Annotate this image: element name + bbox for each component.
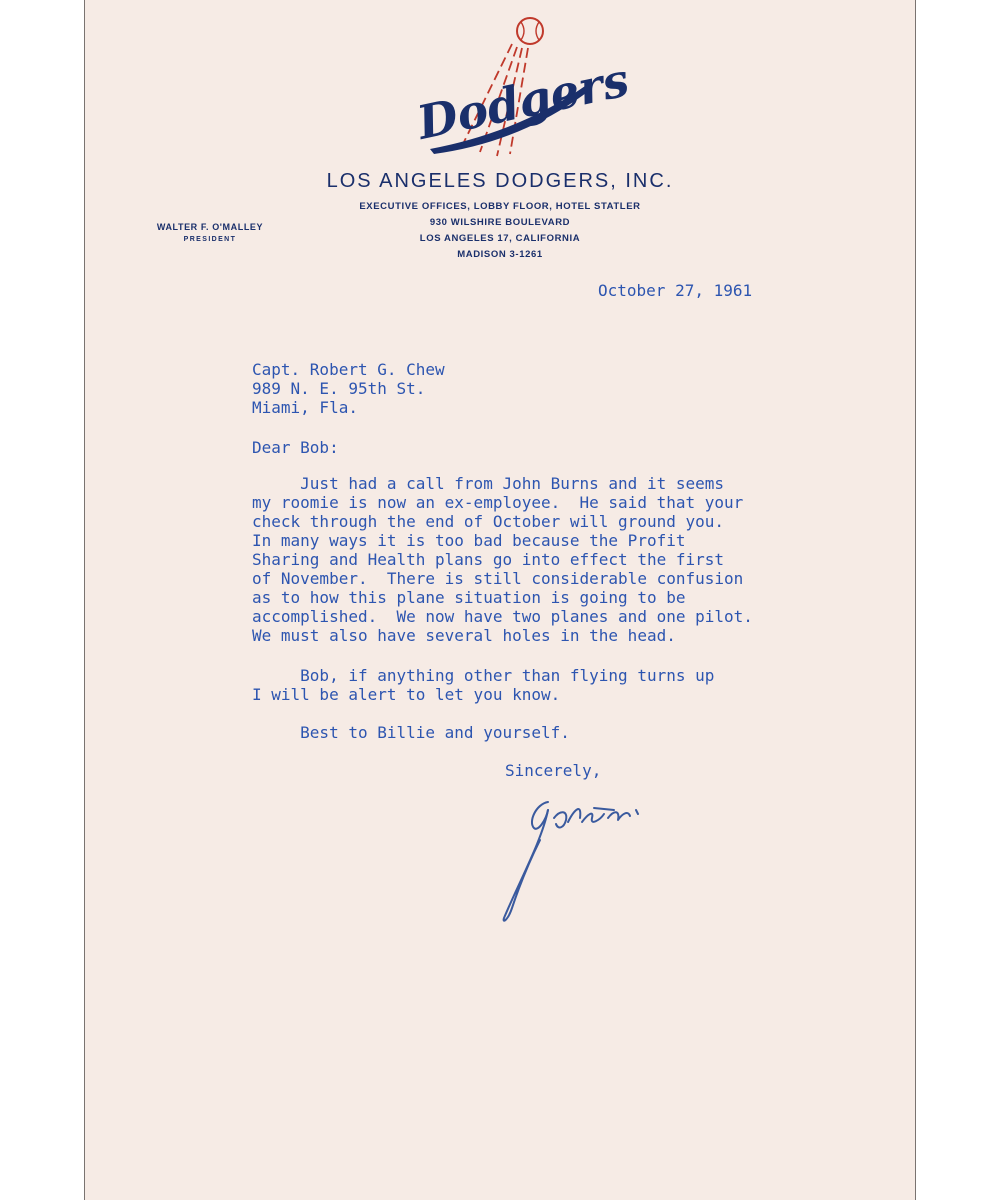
officer-block xyxy=(140,222,280,243)
address-line: EXECUTIVE OFFICES, LOBBY FLOOR, HOTEL STATLER xyxy=(359,201,641,212)
recipient-address xyxy=(252,360,445,417)
officer-title: PRESIDENT xyxy=(183,236,237,243)
recipient-line: Miami, Fla. xyxy=(252,398,358,417)
address-line: MADISON 3-1261 xyxy=(457,249,543,260)
body-paragraph-1 xyxy=(252,474,753,645)
body-line: Just had a call from John Burns and it seems xyxy=(252,474,725,493)
officer-name: WALTER F. O'MALLEY xyxy=(156,222,264,232)
body-line: check through the end of October will ground you. xyxy=(252,512,725,531)
body-paragraph-2 xyxy=(252,666,714,704)
logo-script-text: Dodgers xyxy=(412,52,634,150)
baseball-icon xyxy=(517,18,543,44)
salutation: Dear Bob: xyxy=(252,438,339,457)
handwritten-signature xyxy=(490,780,700,930)
body-line: my roomie is now an ex-employee. He said that your xyxy=(252,493,744,512)
body-line: I will be alert to let you know. xyxy=(252,685,561,704)
body-line: Bob, if anything other than flying turns up xyxy=(252,666,715,685)
address-line: LOS ANGELES 17, CALIFORNIA xyxy=(419,233,581,244)
body-line: accomplished. We now have two planes and one pilot. xyxy=(252,607,753,626)
dodgers-logo xyxy=(400,14,634,164)
body-line: of November. There is still considerable confusion xyxy=(252,569,744,588)
closing: Sincerely, xyxy=(505,761,602,780)
recipient-line: Capt. Robert G. Chew xyxy=(252,360,445,379)
body-line: as to how this plane situation is going to be xyxy=(252,588,686,607)
body-paragraph-3: Best to Billie and yourself. xyxy=(252,723,570,742)
company-name: LOS ANGELES DODGERS, INC. xyxy=(326,170,674,192)
address-line: 930 WILSHIRE BOULEVARD xyxy=(429,217,571,228)
body-line: We must also have several holes in the head. xyxy=(252,626,676,645)
body-line: Sharing and Health plans go into effect the first xyxy=(252,550,725,569)
body-line: In many ways it is too bad because the Profit xyxy=(252,531,686,550)
letterhead-company xyxy=(0,170,1000,263)
letter-date: October 27, 1961 xyxy=(598,281,753,300)
recipient-line: 989 N. E. 95th St. xyxy=(252,379,426,398)
